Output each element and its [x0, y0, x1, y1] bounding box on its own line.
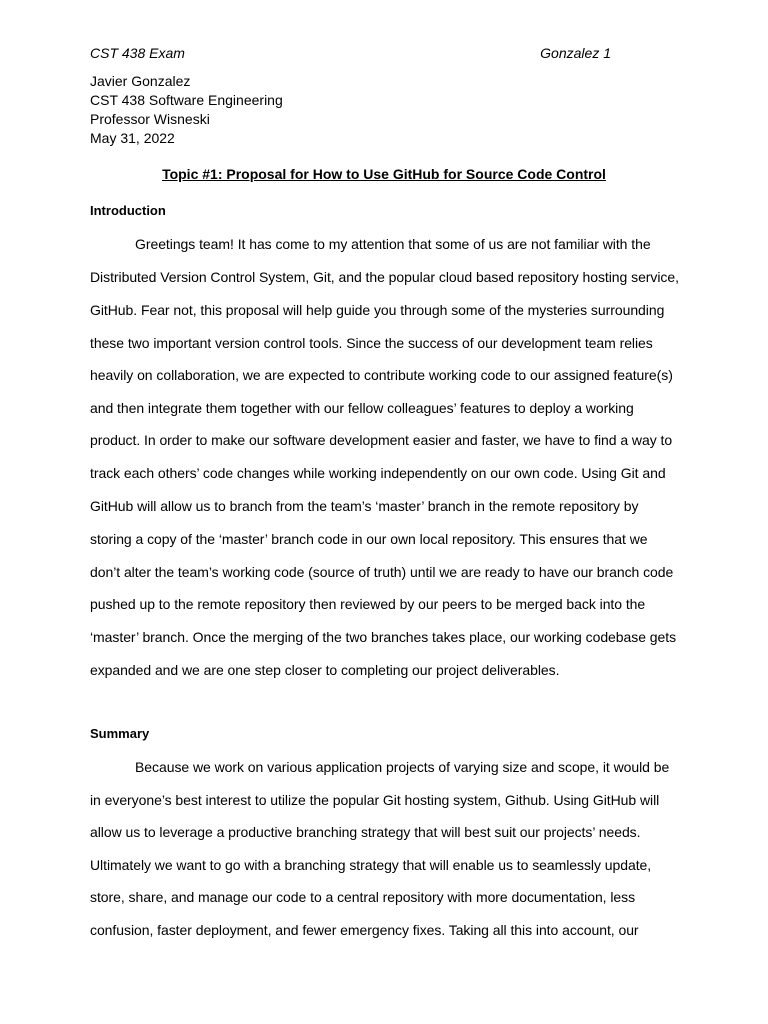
section-heading-summary: Summary	[90, 726, 150, 741]
document-title: Topic #1: Proposal for How to Use GitHub for Source Code Control	[162, 166, 606, 182]
paragraph-line: Greetings team! It has come to my attention that some of us are not familiar with the	[135, 236, 651, 252]
document-date: May 31, 2022	[90, 130, 175, 146]
course-name: CST 438 Software Engineering	[90, 92, 283, 108]
paragraph-line: and then integrate them together with our fellow colleagues’ features to deploy a working	[90, 400, 634, 416]
professor-name: Professor Wisneski	[90, 111, 210, 127]
paragraph-line: store, share, and manage our code to a central repository with more documentation, less	[90, 889, 636, 905]
paragraph-line: ‘master’ branch. Once the merging of the two branches takes place, our working codebase gets	[90, 629, 677, 645]
paragraph-line: expanded and we are one step closer to completing our project deliverables.	[90, 662, 560, 678]
paragraph-line: Because we work on various application projects of varying size and scope, it would be	[135, 759, 670, 775]
paragraph-line: GitHub. Fear not, this proposal will help guide you through some of the mysteries surrounding	[90, 302, 665, 318]
paragraph-line: track each others’ code changes while working independently on our own code. Using Git and	[90, 465, 666, 481]
paragraph-line: heavily on collaboration, we are expected to contribute working code to our assigned feature(s)	[90, 367, 673, 383]
paragraph-line: Ultimately we want to go with a branching strategy that will enable us to seamlessly update,	[90, 857, 652, 873]
paragraph-line: pushed up to the remote repository then reviewed by our peers to be merged back into the	[90, 596, 646, 612]
paragraph-line: in everyone’s best interest to utilize the popular Git hosting system, Github. Using GitHub will	[90, 792, 660, 808]
paragraph-line: confusion, faster deployment, and fewer emergency fixes. Taking all this into account, our	[90, 922, 639, 938]
header-page-number: Gonzalez 1	[540, 45, 611, 61]
author-info	[90, 72, 283, 148]
author-name: Javier Gonzalez	[90, 73, 191, 89]
paragraph-line: these two important version control tools. Since the success of our development team relies	[90, 335, 653, 351]
paragraph-line: storing a copy of the ‘master’ branch code in our own local repository. This ensures that we	[90, 531, 648, 547]
page-header	[90, 45, 611, 65]
paragraph-line: allow us to leverage a productive branching strategy that will best suit our projects’ needs.	[90, 824, 641, 840]
paragraph-line: product. In order to make our software development easier and faster, we have to find a way to	[90, 432, 673, 448]
header-course: CST 438 Exam	[90, 45, 185, 61]
paragraph-line: Distributed Version Control System, Git, and the popular cloud based repository hosting service,	[90, 269, 679, 285]
paragraph-line: don’t alter the team’s working code (source of truth) until we are ready to have our branch code	[90, 564, 674, 580]
section-heading-introduction: Introduction	[90, 203, 166, 218]
paragraph-line: GitHub will allow us to branch from the team’s ‘master’ branch in the remote repository by	[90, 498, 639, 514]
